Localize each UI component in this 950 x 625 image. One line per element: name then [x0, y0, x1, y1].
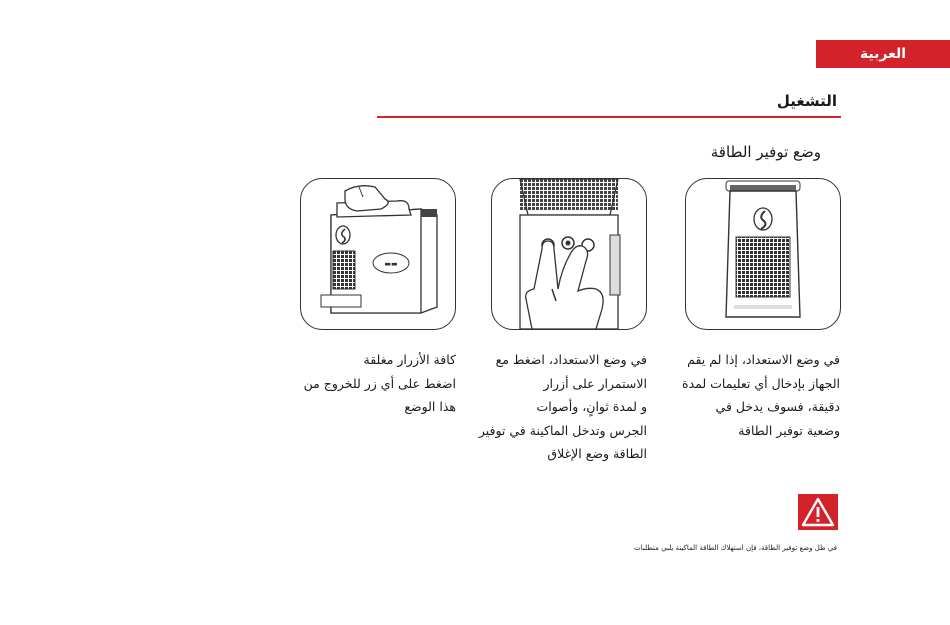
- caption-line: الاستمرار على أزرار: [543, 375, 647, 391]
- caption-line: و لمدة ثوانٍ، وأصوات: [536, 399, 647, 414]
- step-2-caption: [478, 348, 647, 466]
- subsection-title: وضع توفير الطاقة: [710, 143, 821, 161]
- caption-line: اضغط على أي زر للخروج من: [303, 375, 456, 391]
- caption-line: هذا الوضع: [404, 399, 456, 414]
- language-tab[interactable]: العربية: [816, 40, 950, 68]
- step-1-caption: [680, 348, 840, 442]
- machine-front-illustration: [685, 178, 841, 330]
- caption-line: الطاقة وضع الإغلاق: [547, 446, 647, 461]
- step-3-caption: [296, 348, 456, 419]
- warning-note: في ظل وضع توفير الطاقة، فإن استهلاك الطاقة الماكينة يلبي متطلبات: [634, 544, 837, 552]
- hand-on-machine-illustration: [300, 178, 456, 330]
- caption-line: كافة الأزرار مغلقة: [363, 352, 456, 367]
- svg-text:▬▬: ▬▬: [384, 260, 398, 268]
- caption-line: في وضع الاستعداد، اضغط مع: [495, 352, 647, 367]
- caption-line: دقيقة، فسوف يدخل في: [715, 399, 840, 414]
- caption-line: وضعية توفير الطاقة: [738, 422, 840, 438]
- section-divider: [377, 116, 841, 118]
- warning-icon: [798, 494, 838, 530]
- fingers-on-buttons-illustration: [491, 178, 647, 330]
- caption-line: الجرس وتدخل الماكينة في توفير: [478, 422, 647, 438]
- section-title: التشغيل: [776, 92, 837, 110]
- caption-line: في وضع الاستعداد، إذا لم يقم: [687, 352, 840, 367]
- caption-line: الجهاز بإدخال أي تعليمات لمدة: [682, 375, 840, 391]
